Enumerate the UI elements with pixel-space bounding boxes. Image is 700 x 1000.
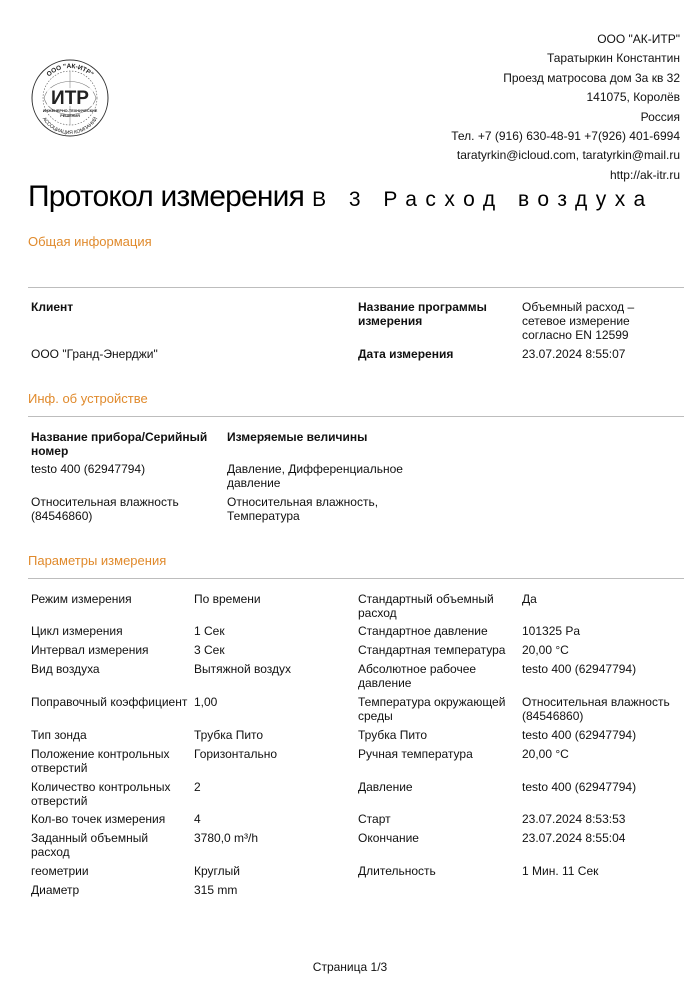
param-value: 3 Сек xyxy=(194,643,225,657)
param-value: testo 400 (62947794) xyxy=(522,780,637,794)
title-main: Протокол измерения xyxy=(28,180,305,213)
param-label: Количество контрольных отверстий xyxy=(31,780,171,808)
param-label: геометрии xyxy=(31,864,89,878)
param-label: Вид воздуха xyxy=(31,662,100,676)
company-name: ООО "АК-ИТР" xyxy=(597,32,680,46)
date-value: 23.07.2024 8:55:07 xyxy=(522,347,626,361)
param-label: Диаметр xyxy=(31,883,80,897)
param-value: 23.07.2024 8:53:53 xyxy=(522,812,626,826)
param-label: Окончание xyxy=(358,831,419,845)
param-label: Тип зонда xyxy=(31,728,87,742)
divider xyxy=(28,578,684,579)
param-value: 20,00 °C xyxy=(522,643,569,657)
param-value: Да xyxy=(522,592,537,606)
program-label: Название программы измерения xyxy=(358,300,487,328)
param-value: 1,00 xyxy=(194,695,218,709)
param-value: 315 mm xyxy=(194,883,238,897)
divider xyxy=(28,416,684,417)
param-value: Горизонтально xyxy=(194,747,278,761)
client-label: Клиент xyxy=(31,300,74,314)
param-label: Поправочный коэффициент xyxy=(31,695,188,709)
svg-text:РЕШЕНИЯ: РЕШЕНИЯ xyxy=(60,114,80,118)
date-label: Дата измерения xyxy=(358,347,454,361)
param-label: Заданный объемный расход xyxy=(31,831,149,859)
section-title-device: Инф. об устройстве xyxy=(28,391,148,406)
device-row-name: testo 400 (62947794) xyxy=(31,462,146,476)
svg-text:ИТР: ИТР xyxy=(51,88,89,109)
device-row-values: Давление, Дифференциальное давление xyxy=(227,462,403,490)
param-label: Старт xyxy=(358,812,391,826)
device-values-header: Измеряемые величины xyxy=(227,430,368,444)
param-value: 3780,0 m³/h xyxy=(194,831,259,845)
page-number: Страница 1/3 xyxy=(312,960,388,974)
param-label: Стандартная температура xyxy=(358,643,506,657)
company-website[interactable]: http://ak-itr.ru xyxy=(609,167,680,182)
param-label: Абсолютное рабочее давление xyxy=(358,662,477,690)
device-name-header: Название прибора/Серийный номер xyxy=(31,430,208,458)
param-label: Режим измерения xyxy=(31,592,132,606)
param-label: Температура окружающей среды xyxy=(358,695,506,723)
logo-emblem-icon xyxy=(30,58,110,138)
param-value: По времени xyxy=(194,592,261,606)
company-postal-city: 141075, Королёв xyxy=(586,90,680,105)
company-country: Россия xyxy=(640,109,680,124)
param-value: testo 400 (62947794) xyxy=(522,728,637,742)
device-row-values: Относительная влажность, Температура xyxy=(227,495,379,523)
param-label: Стандартный объемный расход xyxy=(358,592,494,620)
program-value: Объемный расход – сетевое измерение согласно EN 12599 xyxy=(522,300,635,342)
param-value: Вытяжной воздух xyxy=(194,662,292,676)
page-title xyxy=(28,180,654,214)
param-label: Трубка Пито xyxy=(358,728,428,742)
param-value: 23.07.2024 8:55:04 xyxy=(522,831,626,845)
company-logo xyxy=(30,58,110,138)
device-row-name: Относительная влажность (84546860) xyxy=(31,495,179,523)
param-label: Кол-во точек измерения xyxy=(31,812,166,826)
param-label: Давление xyxy=(358,780,413,794)
param-label: Положение контрольных отверстий xyxy=(31,747,170,775)
param-label: Интервал измерения xyxy=(31,643,149,657)
param-value: 4 xyxy=(194,812,201,826)
param-value: Трубка Пито xyxy=(194,728,264,742)
company-phone: Тел. +7 (916) 630-48-91 +7(926) 401-6994 xyxy=(451,129,680,144)
section-title-general: Общая информация xyxy=(28,234,152,249)
param-label: Стандартное давление xyxy=(358,624,488,638)
contact-name: Таратыркин Константин xyxy=(546,51,680,66)
svg-text:ООО "АК-ИТР": ООО "АК-ИТР" xyxy=(45,62,95,79)
svg-text:АССОЦИАЦИЯ КОМПАНИЙ: АССОЦИАЦИЯ КОМПАНИЙ xyxy=(40,116,100,137)
param-value: Относительная влажность (84546860) xyxy=(522,695,670,723)
section-title-params: Параметры измерения xyxy=(28,553,167,568)
param-value: 20,00 °C xyxy=(522,747,569,761)
param-value: testo 400 (62947794) xyxy=(522,662,637,676)
title-sub: В 3 Расход воздуха xyxy=(312,188,654,211)
company-contact-block xyxy=(451,30,680,185)
param-value: 2 xyxy=(194,780,201,794)
svg-text:ИНЖЕНЕРНО-ТЕХНИЧЕСКИЕ: ИНЖЕНЕРНО-ТЕХНИЧЕСКИЕ xyxy=(42,109,98,113)
param-value: 101325 Pa xyxy=(522,624,581,638)
client-value: ООО "Гранд-Энерджи" xyxy=(31,347,158,361)
company-address: Проезд матросова дом 3а кв 32 xyxy=(503,70,680,85)
divider xyxy=(28,287,684,288)
param-label: Цикл измерения xyxy=(31,624,123,638)
param-value: 1 Мин. 11 Сек xyxy=(522,864,599,878)
company-email[interactable]: taratyrkin@icloud.com, taratyrkin@mail.ru xyxy=(456,148,680,163)
param-label: Длительность xyxy=(358,864,436,878)
param-value: Круглый xyxy=(194,864,240,878)
param-label: Ручная температура xyxy=(358,747,473,761)
param-value: 1 Сек xyxy=(194,624,225,638)
